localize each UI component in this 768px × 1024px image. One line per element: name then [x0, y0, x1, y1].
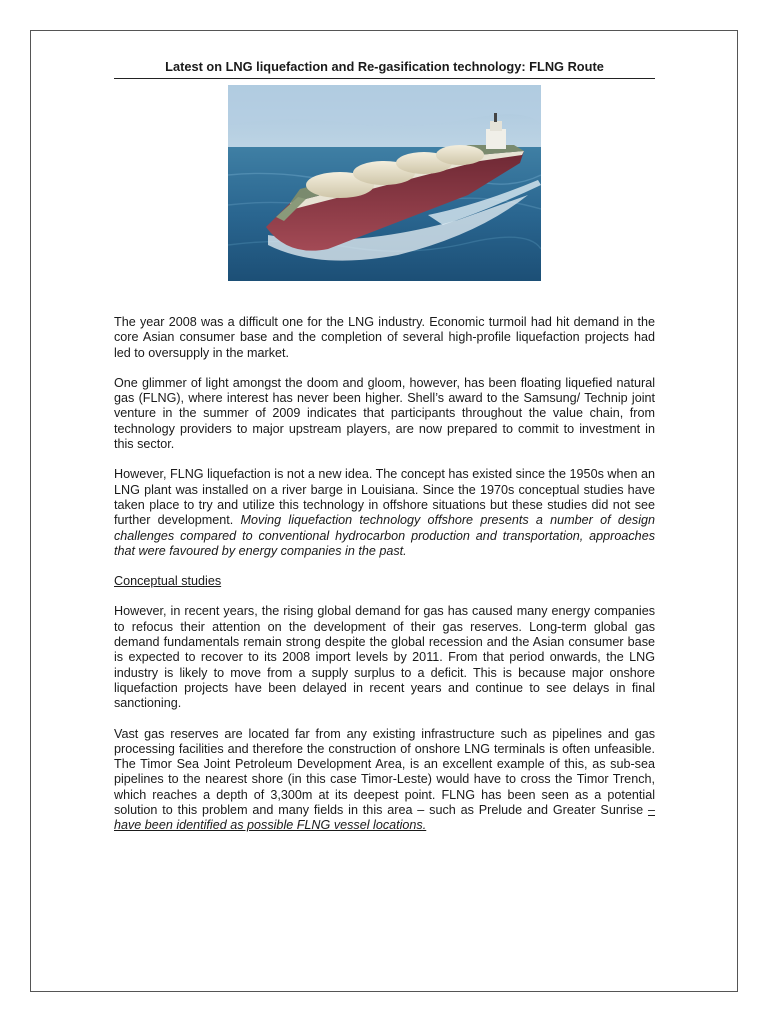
section-heading-conceptual-studies: Conceptual studies	[114, 574, 222, 589]
paragraph-2008-lng-industry: The year 2008 was a difficult one for the LNG industry. Economic turmoil had hit demand in the core Asian consumer base and the completion of several high-profile liquefaction projects had led to oversupply in the market.	[114, 315, 655, 360]
paragraph-flng-history-text: However, FLNG liquefaction is not a new idea. The concept has existed since the 1950s when an LNG plant was installed on a river barge in Louisiana. Since the 1970s conceptual studies have taken place to try and utilize this technology in offshore situations but these studies did not see further development.	[114, 467, 655, 528]
document-title: Latest on LNG liquefaction and Re-gasification technology: FLNG Route	[114, 57, 655, 79]
paragraph-timor-sea-italic: – have been identified as possible FLNG vessel locations.	[114, 803, 655, 833]
paragraph-global-gas-demand: However, in recent years, the rising global demand for gas has caused many energy companies to refocus their attention on the development of their gas reserves. Long-term global gas demand fundamentals remain strong despite the global recession and the Asian consumer base is expected to recover to its 2008 import levels by 2011. From that period onwards, the LNG industry is likely to move from a supply surplus to a deficit. This is because major onshore liquefaction projects have been delayed in recent years and continue to see delays in final sanctioning.	[114, 604, 655, 711]
paragraph-timor-sea-text: Vast gas reserves are located far from any existing infrastructure such as pipelines and gas processing facilities and therefore the construction of onshore LNG terminals is often unfeasible. The Timor Sea Joint Petroleum Development Area, is an excellent example of this, as sub-sea pipelines to the nearest shore (in this case Timor-Leste) would have to cross the Timor Trench, which reaches a depth of 3,300m at its deepest point. FLNG has been seen as a potential solution to this problem and many fields in this area – such as Prelude and Greater Sunrise	[114, 726, 655, 818]
paragraph-timor-sea-reserves	[114, 727, 655, 834]
document-page	[30, 30, 738, 992]
lng-tanker-ship-photo	[228, 85, 541, 281]
paragraph-flng-history	[114, 467, 655, 559]
paragraph-flng-history-italic: Moving liquefaction technology offshore presents a number of design challenges compared to conventional hydrocarbon production and transportation, approaches that were favoured by energy companies in the past.	[114, 513, 656, 558]
document-content	[114, 57, 655, 834]
paragraph-flng-interest: One glimmer of light amongst the doom and gloom, however, has been floating liquefied natural gas (FLNG), where interest has never been higher. Shell’s award to the Samsung/ Technip joint venture in the summer of 2009 indicates that participants throughout the value chain, from technology providers to major upstream players, are now prepared to commit to investment in this sector.	[114, 375, 655, 452]
